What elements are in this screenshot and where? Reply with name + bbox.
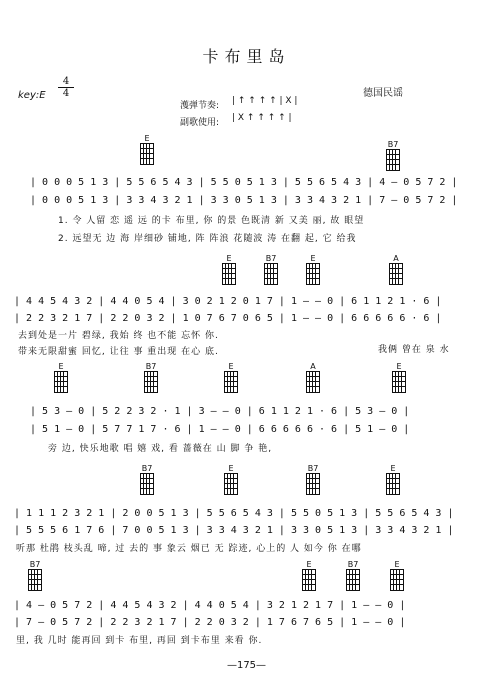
- chord-name: E: [228, 362, 234, 371]
- chord-name: B7: [387, 140, 399, 149]
- chord-grid-icon: [302, 569, 316, 591]
- chord-grid-icon: [392, 371, 406, 393]
- chord-grid-icon: [386, 149, 400, 171]
- song-title: 卡布里岛: [202, 47, 291, 66]
- chord-grid-icon: [140, 143, 154, 165]
- chord-grid-icon: [54, 371, 68, 393]
- chord-diagram-b7: [140, 464, 154, 495]
- chord-name: B7: [265, 254, 277, 263]
- chord-grid-icon: [28, 569, 42, 591]
- notation-line: | 1 1 1 2 3 2 1 | 2 0 0 5 1 3 | 5 5 6 5 4 3 | 5 5 0 5 1 3 | 5 5 6 5 4 3 |: [14, 508, 454, 519]
- notation-line: | 5 1 — 0 | 5 7 7 1 7 · 6 | 1 — — 0 | 6 6 6 6 6 · 6 | 5 1 — 0 |: [30, 424, 410, 435]
- chord-name: E: [310, 254, 316, 263]
- chord-diagram-b7: [346, 560, 360, 591]
- lyric-line: 旁 边, 快乐地歌 唱 嬉 戏, 看 蔷薇在 山 脚 争 艳,: [48, 444, 273, 454]
- notation-line: | 0 0 0 5 1 3 | 3 3 4 3 2 1 | 3 3 0 5 1 3 | 3 3 4 3 2 1 | 7 — 0 5 7 2 |: [30, 195, 458, 206]
- lyric-line: 1. 令 人留 恋 遥 远 的卡 布里, 你 的景 色既清 新 又美 丽, 故 眼望: [58, 216, 365, 226]
- chord-grid-icon: [306, 263, 320, 285]
- chord-name: E: [394, 560, 400, 569]
- lyric-line: 去到处是一片 碧绿, 我始 终 也不能 忘怀 你.: [18, 331, 219, 341]
- chord-name: E: [228, 464, 234, 473]
- lyric-line: 我俩 曾在 泉 水: [378, 345, 450, 355]
- lyric-line: 听那 杜鹃 枝头乱 啼, 过 去的 事 象云 烟已 无 踪迹, 心上的 人 如今 你 在哪: [16, 544, 362, 554]
- chord-diagram-e: [54, 362, 68, 393]
- strum-rhythm-label: 濩弹节奏:: [180, 101, 220, 111]
- song-origin: 德国民谣: [363, 88, 403, 99]
- chord-diagram-e: [224, 464, 238, 495]
- chord-name: B7: [347, 560, 359, 569]
- chord-diagram-e: [140, 134, 154, 165]
- chord-diagram-e: [222, 254, 236, 285]
- key-signature: key:E: [18, 90, 46, 101]
- chord-grid-icon: [306, 473, 320, 495]
- chord-grid-icon: [224, 371, 238, 393]
- sub-song-label: 副歌使用:: [180, 118, 220, 128]
- time-signature-bottom: 4: [62, 88, 70, 99]
- lyric-line: 带来无限甜蜜 回忆, 让往 事 重出现 在心 底.: [18, 347, 219, 357]
- chord-grid-icon: [222, 263, 236, 285]
- time-signature-top: 4: [58, 76, 74, 88]
- notation-line: | 5 5 5 6 1 7 6 | 7 0 0 5 1 3 | 3 3 4 3 2 1 | 3 3 0 5 1 3 | 3 3 4 3 2 1 |: [14, 525, 454, 536]
- chord-name: B7: [29, 560, 41, 569]
- chord-diagram-e: [302, 560, 316, 591]
- chord-grid-icon: [264, 263, 278, 285]
- sub-song-pattern: | X ↑ ↑ ↑ ↑ |: [232, 113, 292, 123]
- notation-line: | 4 4 5 4 3 2 | 4 4 0 5 4 | 3 0 2 1 2 0 1 7 | 1 — — 0 | 6 1 1 2 1 · 6 |: [14, 296, 442, 307]
- chord-name: B7: [145, 362, 157, 371]
- chord-grid-icon: [140, 473, 154, 495]
- notation-line: | 4 — 0 5 7 2 | 4 4 5 4 3 2 | 4 4 0 5 4 | 3 2 1 2 1 7 | 1 — — 0 |: [14, 600, 406, 611]
- chord-name: B7: [141, 464, 153, 473]
- chord-grid-icon: [346, 569, 360, 591]
- chord-grid-icon: [224, 473, 238, 495]
- chord-diagram-b7: [306, 464, 320, 495]
- chord-name: E: [396, 362, 402, 371]
- chord-grid-icon: [144, 371, 158, 393]
- chord-diagram-e: [390, 560, 404, 591]
- chord-name: A: [393, 254, 399, 263]
- chord-diagram-e: [392, 362, 406, 393]
- notation-line: | 0 0 0 5 1 3 | 5 5 6 5 4 3 | 5 5 0 5 1 3 | 5 5 6 5 4 3 | 4 — 0 5 7 2 |: [30, 177, 458, 188]
- chord-name: E: [144, 134, 150, 143]
- chord-grid-icon: [389, 263, 403, 285]
- chord-diagram-a: [306, 362, 320, 393]
- chord-diagram-e: [306, 254, 320, 285]
- chord-diagram-b7: [264, 254, 278, 285]
- chord-diagram-b7: [28, 560, 42, 591]
- chord-name: E: [306, 560, 312, 569]
- lyric-line: 里, 我 几时 能再回 到卡 布里, 再回 到卡布里 来看 你.: [16, 636, 263, 646]
- notation-line: | 2 2 3 2 1 7 | 2 2 0 3 2 | 1 0 7 6 7 0 6 5 | 1 — — 0 | 6 6 6 6 6 · 6 |: [14, 313, 442, 324]
- notation-line: | 5 3 — 0 | 5 2 2 3 2 · 1 | 3 — — 0 | 6 1 1 2 1 · 6 | 5 3 — 0 |: [30, 406, 410, 417]
- chord-name: E: [390, 464, 396, 473]
- time-signature: [58, 76, 74, 99]
- strum-rhythm-pattern: | ↑ ↑ ↑ ↑ | X |: [232, 96, 298, 106]
- chord-diagram-e: [386, 464, 400, 495]
- chord-grid-icon: [386, 473, 400, 495]
- chord-grid-icon: [306, 371, 320, 393]
- chord-diagram-e: [224, 362, 238, 393]
- chord-diagram-a: [389, 254, 403, 285]
- chord-name: A: [310, 362, 316, 371]
- chord-grid-icon: [390, 569, 404, 591]
- chord-name: E: [226, 254, 232, 263]
- notation-line: | 7 — 0 5 7 2 | 2 2 3 2 1 7 | 2 2 0 3 2 | 1 7 6 7 6 5 | 1 — — 0 |: [14, 617, 406, 628]
- chord-diagram-b7: [144, 362, 158, 393]
- page-number: —175—: [226, 660, 267, 671]
- chord-name: B7: [307, 464, 319, 473]
- lyric-line: 2. 远望无 边 海 岸细砂 铺地, 阵 阵浪 花随波 涛 在翻 起, 它 给我: [58, 234, 357, 244]
- chord-name: E: [58, 362, 64, 371]
- chord-diagram-b7: [386, 140, 400, 171]
